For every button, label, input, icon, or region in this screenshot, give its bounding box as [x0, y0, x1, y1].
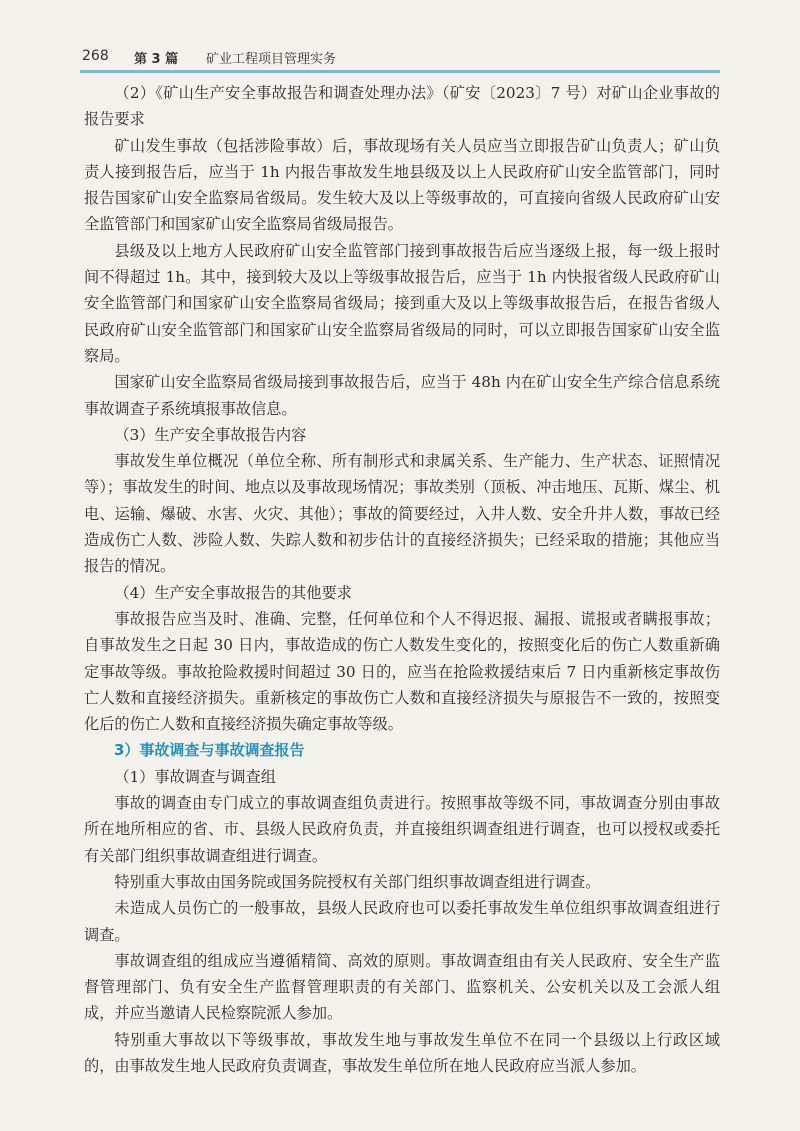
paragraph: 县级及以上地方人民政府矿山安全监管部门接到事故报告后应当逐级上报，每一级上报时间不得超过 1h。其中，接到较大及以上等级事故报告后，应当于 1h 内快报省级人民政府矿山安全监管部门和国家矿山安全监察局省级局；接到重大及以上等级事故报告后，在报告省级人民政府矿山安全监管部门和国家矿山安全监察局省级局的同时，可以立即报告国家矿山安全监察局。: [84, 241, 720, 365]
paragraph: 特别重大事故以下等级事故，事故发生地与事故发生单位不在同一个县级以上行政区域的，由事故发生地人民政府负责调查，事故发生单位所在地人民政府应当派人参加。: [84, 1030, 720, 1075]
section-heading: （2）《矿山生产安全事故报告和调查处理办法》（矿安〔2023〕7 号）对矿山企业事故的报告要求: [84, 84, 720, 129]
paragraph: 事故发生单位概况（单位全称、所有制形式和隶属关系、生产能力、生产状态、证照情况等）；事故发生的时间、地点以及事故现场情况；事故类别（顶板、冲击地压、瓦斯、煤尘、机电、运输、爆破、水害、火灾、其他）；事故的简要经过，入井人数、安全升井人数，事故已经造成伤亡人数、涉险人数、失踪人数和初步估计的直接经济损失；已经采取的措施；其他应当报告的情况。: [84, 452, 720, 576]
paragraph: 国家矿山安全监察局省级局接到事故报告后，应当于 48h 内在矿山安全生产综合信息系统事故调查子系统填报事故信息。: [84, 373, 720, 418]
paragraph: 事故的调查由专门成立的事故调查组负责进行。按照事故等级不同，事故调查分别由事故所在地所相应的省、市、县级人民政府负责，并直接组织调查组进行调查，也可以授权或委托有关部门组织事故调查组进行调查。: [84, 794, 720, 865]
section-heading: （1）事故调查与调查组: [114, 767, 276, 786]
part-label: 第 3 篇: [134, 52, 179, 67]
page-body: [84, 80, 720, 1079]
paragraph: 特别重大事故由国务院或国务院授权有关部门组织事故调查组进行调查。: [114, 872, 601, 891]
paragraph: 矿山发生事故（包括涉险事故）后，事故现场有关人员应当立即报告矿山负责人；矿山负责人接到报告后，应当于 1h 内报告事故发生地县级及以上人民政府矿山安全监管部门，同时报告国家矿山安全监察局省级局。发生较大及以上等级事故的，可直接向省级人民政府矿山安全监管部门和国家矿山安全监察局省级局报告。: [84, 136, 720, 234]
paragraph: 未造成人员伤亡的一般事故，县级人民政府也可以委托事故发生单位组织事故调查组进行调查。: [84, 899, 720, 944]
header-rule: [80, 70, 720, 73]
paragraph: 事故报告应当及时、准确、完整，任何单位和个人不得迟报、漏报、谎报或者瞒报事故；自事故发生之日起 30 日内，事故造成的伤亡人数发生变化的，按照变化后的伤亡人数重新确定事故等级。事故抢险救援时间超过 30 日的，应当在抢险救援结束后 7 日内重新核定事故伤亡人数和直接经济损失。重新核定的事故伤亡人数和直接经济损失与原报告不一致的，按照变化后的伤亡人数和直接经济损失确定事故等级。: [84, 609, 720, 734]
section-heading: （3）生产安全事故报告内容: [114, 425, 307, 444]
section-heading: （4）生产安全事故报告的其他要求: [114, 583, 352, 602]
paragraph: 事故调查组的组成应当遵循精简、高效的原则。事故调查组由有关人民政府、安全生产监督管理部门、负有安全生产监督管理职责的有关部门、监察机关、公安机关以及工会派人组成，并应当邀请人民检察院派人参加。: [84, 951, 720, 1023]
book-title: 矿业工程项目管理实务: [206, 52, 337, 67]
running-header: [80, 40, 720, 70]
major-section-heading: 3）事故调查与事故调查报告: [114, 741, 305, 760]
page-number: 268: [82, 48, 109, 64]
